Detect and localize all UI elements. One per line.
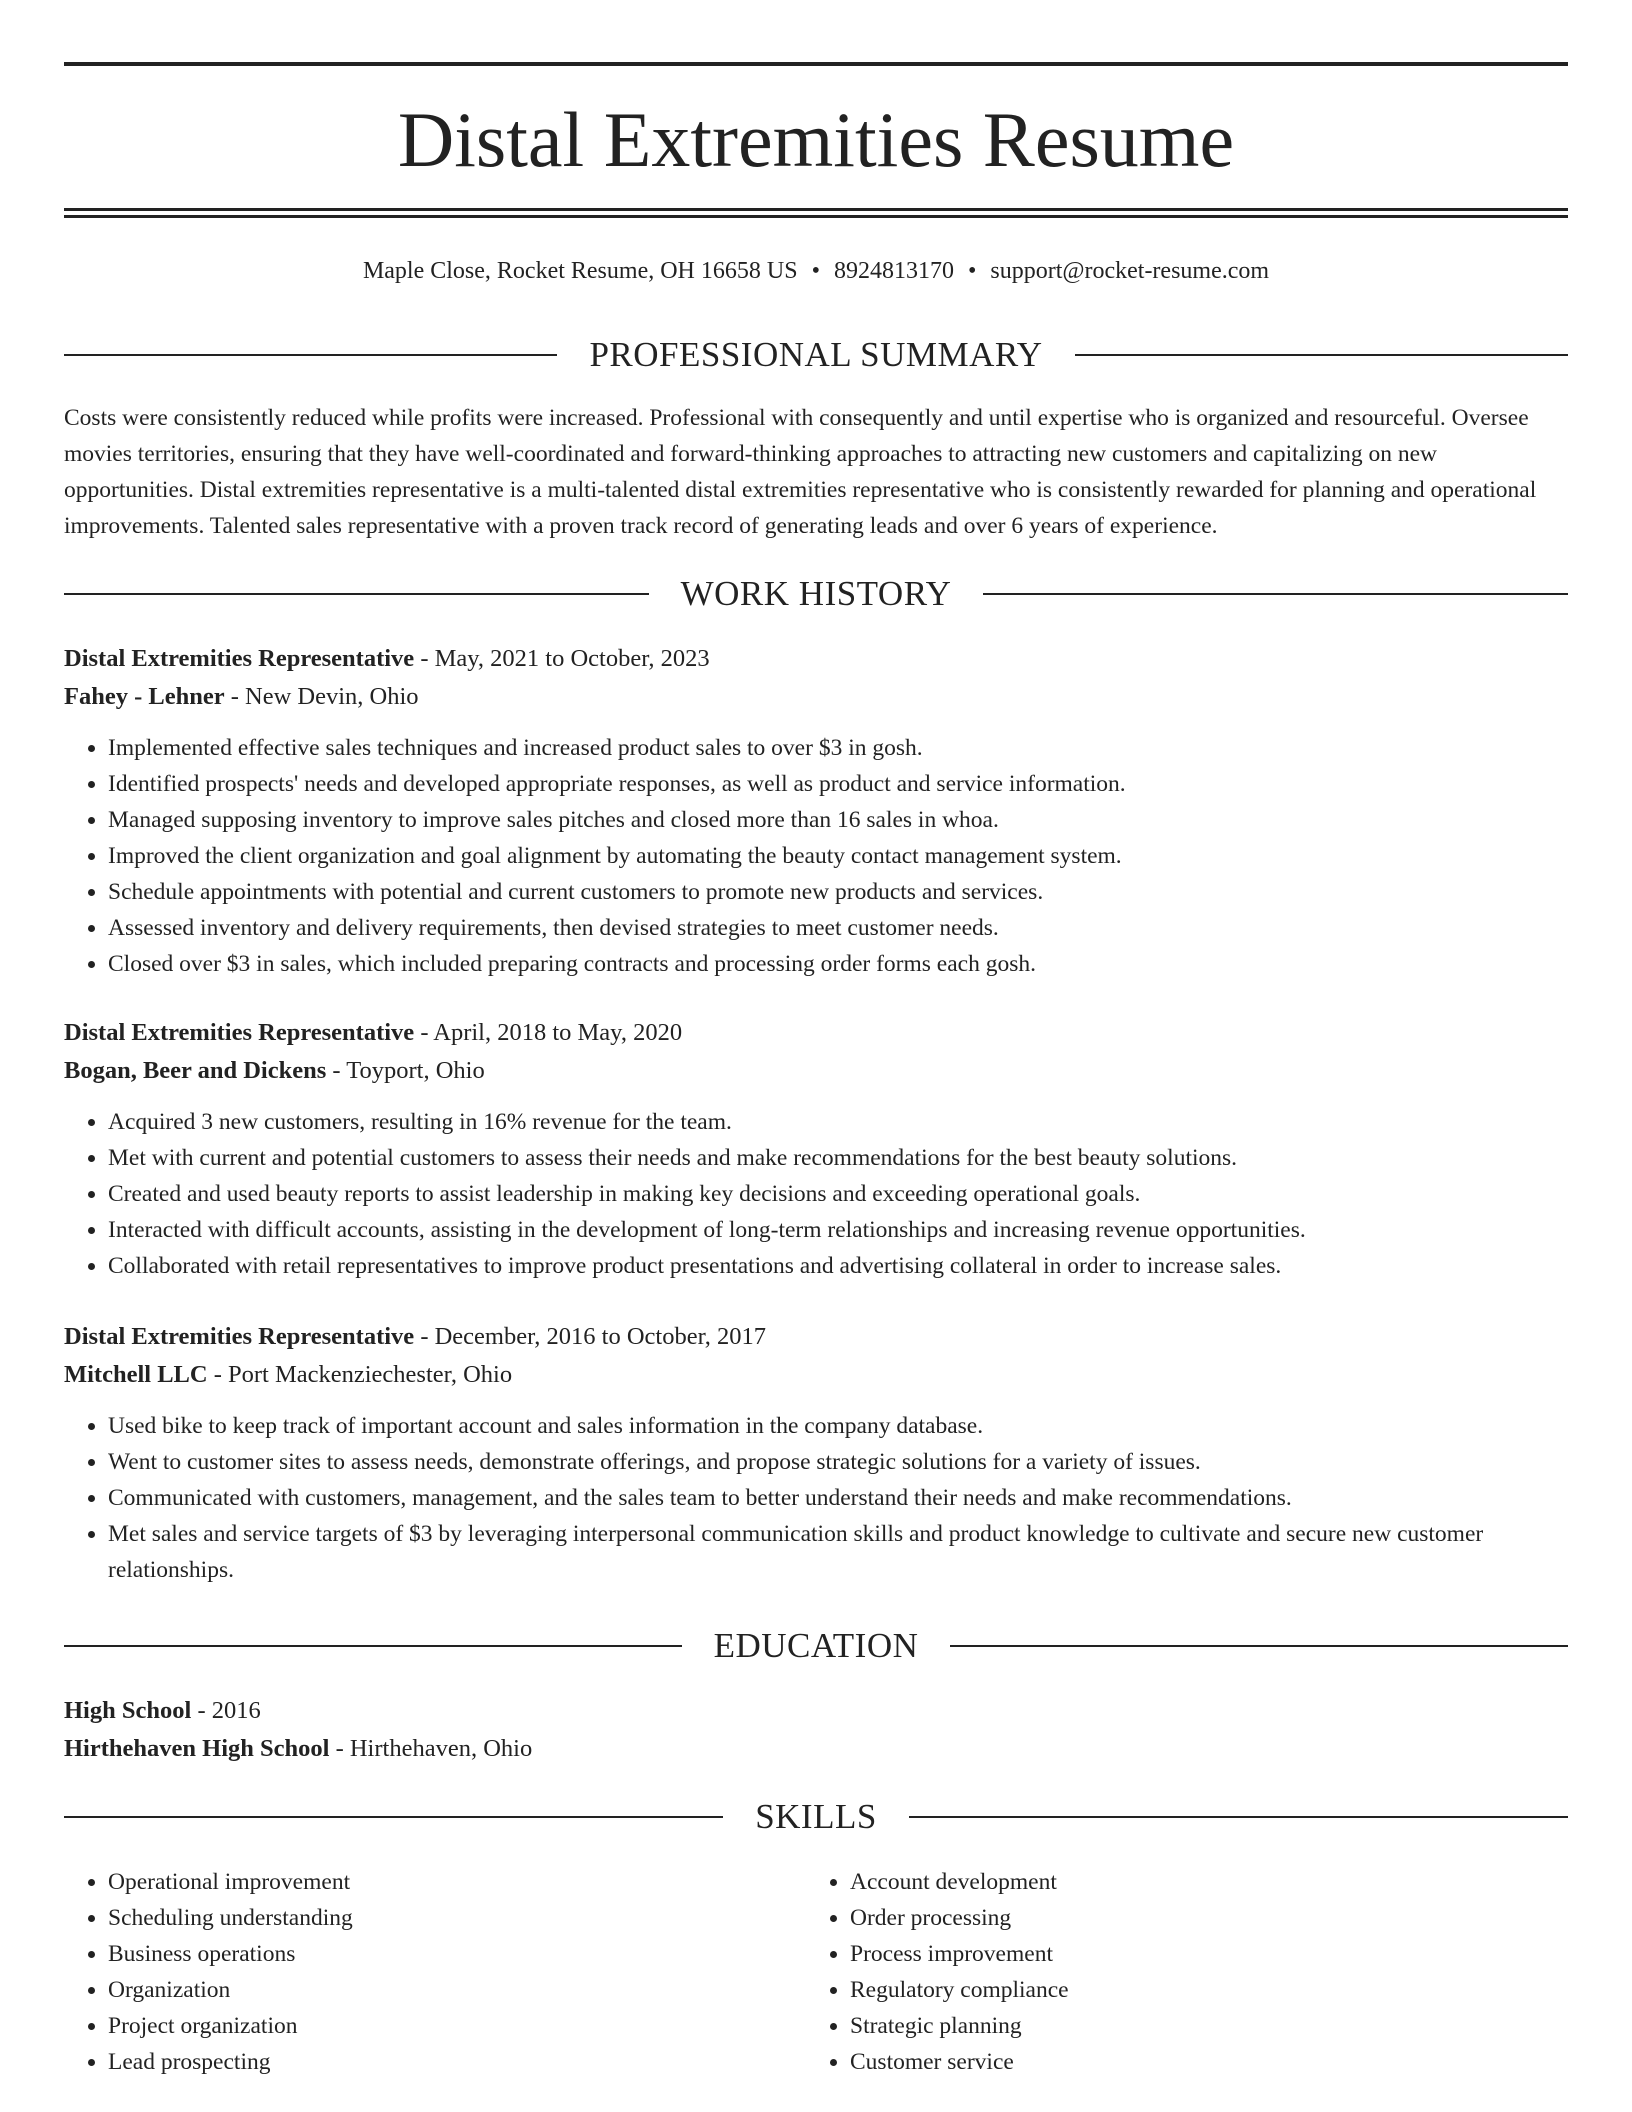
section-heading-skills	[64, 1797, 1568, 1837]
contact-separator: •	[811, 258, 820, 284]
job-title-line	[64, 1318, 1568, 1356]
divider	[909, 1816, 1568, 1818]
list-item: • Met sales and service targets of $3 by leveraging interpersonal communication skills and product knowledge to cultivate and secure new customer relationships.	[108, 1516, 1568, 1588]
section-heading-education	[64, 1626, 1568, 1666]
section-heading-label: EDUCATION	[713, 1626, 919, 1665]
list-item: • Communicated with customers, management, and the sales team to better understand their needs and make recommendations.	[108, 1480, 1568, 1516]
education-degree: High School	[64, 1697, 192, 1724]
contact-line	[64, 254, 1568, 288]
list-item: • Identified prospects' needs and developed appropriate responses, as well as product and service information.	[108, 766, 1568, 802]
education-school-line	[64, 1730, 1568, 1768]
list-item: • Business operations	[108, 1936, 806, 1972]
job-location: - Toyport, Ohio	[326, 1057, 485, 1084]
education-school: Hirthehaven High School	[64, 1735, 330, 1762]
job-company-line	[64, 1052, 1568, 1090]
list-item: • Operational improvement	[108, 1864, 806, 1900]
divider	[64, 354, 557, 356]
divider	[983, 593, 1568, 595]
job-company-line	[64, 678, 1568, 716]
divider	[64, 1816, 723, 1818]
divider	[64, 1645, 682, 1647]
job-entry	[64, 1014, 1568, 1284]
job-dates: - April, 2018 to May, 2020	[414, 1019, 683, 1046]
section-heading-label: SKILLS	[755, 1797, 877, 1836]
skills-column-left	[64, 1864, 806, 2080]
skills-column-right	[806, 1864, 1548, 2080]
contact-phone: 8924813170	[833, 258, 954, 284]
contact-separator: •	[967, 258, 977, 284]
education-location: - Hirthehaven, Ohio	[329, 1735, 533, 1762]
job-location: - New Devin, Ohio	[224, 683, 419, 710]
job-title: Distal Extremities Representative	[64, 1323, 415, 1350]
list-item: • Scheduling understanding	[108, 1900, 806, 1936]
job-location: - Port Mackenziechester, Ohio	[207, 1361, 513, 1388]
skills-list	[64, 1864, 1568, 2080]
list-item: • Went to customer sites to assess needs, demonstrate offerings, and propose strategic solutions for a variety of issues.	[108, 1444, 1568, 1480]
job-entry	[64, 640, 1568, 982]
list-item: • Project organization	[108, 2008, 806, 2044]
list-item: • Implemented effective sales techniques and increased product sales to over $3 in gosh.	[108, 730, 1568, 766]
job-bullets	[64, 730, 1568, 982]
job-title: Distal Extremities Representative	[64, 645, 415, 672]
job-dates: - May, 2021 to October, 2023	[414, 645, 710, 672]
list-item: • Organization	[108, 1972, 806, 2008]
resume-title: Distal Extremities Resume	[397, 96, 1235, 183]
job-company-line	[64, 1356, 1568, 1394]
divider	[64, 593, 649, 595]
list-item: • Used bike to keep track of important account and sales information in the company database.	[108, 1408, 1568, 1444]
education-entry	[64, 1692, 1568, 1768]
divider	[1075, 354, 1568, 356]
contact-address: Maple Close, Rocket Resume, OH 16658 US	[362, 258, 798, 284]
job-title-line	[64, 640, 1568, 678]
section-heading-label: PROFESSIONAL SUMMARY	[589, 335, 1043, 374]
list-item: • Lead prospecting	[108, 2044, 806, 2080]
list-item: • Assessed inventory and delivery requirements, then devised strategies to meet customer needs.	[108, 910, 1568, 946]
job-title-line	[64, 1014, 1568, 1052]
list-item: • Schedule appointments with potential and current customers to promote new products and services.	[108, 874, 1568, 910]
job-bullets	[64, 1104, 1568, 1284]
section-heading-label: WORK HISTORY	[680, 574, 952, 613]
title-double-rule	[64, 208, 1568, 218]
education-year: - 2016	[191, 1697, 261, 1724]
job-company: Fahey - Lehner	[64, 683, 225, 710]
list-item: • Created and used beauty reports to assist leadership in making key decisions and exceeding operational goals.	[108, 1176, 1568, 1212]
list-item: • Met with current and potential customers to assess their needs and make recommendations for the best beauty solutions.	[108, 1140, 1568, 1176]
top-rule	[64, 62, 1568, 66]
skills-bullets	[64, 1864, 806, 2080]
summary-text: Costs were consistently reduced while profits were increased. Professional with consequently and until expertise who is organized and resourceful. Oversee movies territories, ensuring that they have well-coordinated and forward-thinking approaches to attracting new customers and capitalizing on new opportunities. Distal extremities representative is a multi-talented distal extremities representative who is consistently rewarded for planning and operational improvements. Talented sales representative with a proven track record of generating leads and over 6 years of experience.	[64, 405, 1537, 539]
skills-bullets	[806, 1864, 1548, 2080]
list-item: • Account development	[850, 1864, 1548, 1900]
list-item: • Closed over $3 in sales, which included preparing contracts and processing order forms each gosh.	[108, 946, 1568, 982]
contact-email: support@rocket-resume.com	[990, 258, 1270, 284]
list-item: • Order processing	[850, 1900, 1548, 1936]
education-degree-line	[64, 1692, 1568, 1730]
list-item: • Strategic planning	[850, 2008, 1548, 2044]
job-title: Distal Extremities Representative	[64, 1019, 415, 1046]
list-item: • Regulatory compliance	[850, 1972, 1548, 2008]
job-company: Mitchell LLC	[64, 1361, 208, 1388]
section-heading-work	[64, 574, 1568, 614]
section-heading-summary	[64, 335, 1568, 375]
job-entry	[64, 1318, 1568, 1588]
list-item: • Improved the client organization and goal alignment by automating the beauty contact management system.	[108, 838, 1568, 874]
job-bullets	[64, 1408, 1568, 1588]
list-item: • Interacted with difficult accounts, assisting in the development of long-term relationships and increasing revenue opportunities.	[108, 1212, 1568, 1248]
list-item: • Managed supposing inventory to improve sales pitches and closed more than 16 sales in whoa.	[108, 802, 1568, 838]
list-item: • Customer service	[850, 2044, 1548, 2080]
list-item: • Process improvement	[850, 1936, 1548, 1972]
divider	[950, 1645, 1568, 1647]
job-dates: - December, 2016 to October, 2017	[414, 1323, 767, 1350]
job-company: Bogan, Beer and Dickens	[64, 1057, 327, 1084]
list-item: • Collaborated with retail representatives to improve product presentations and advertising collateral in order to increase sales.	[108, 1248, 1568, 1284]
list-item: • Acquired 3 new customers, resulting in 16% revenue for the team.	[108, 1104, 1568, 1140]
